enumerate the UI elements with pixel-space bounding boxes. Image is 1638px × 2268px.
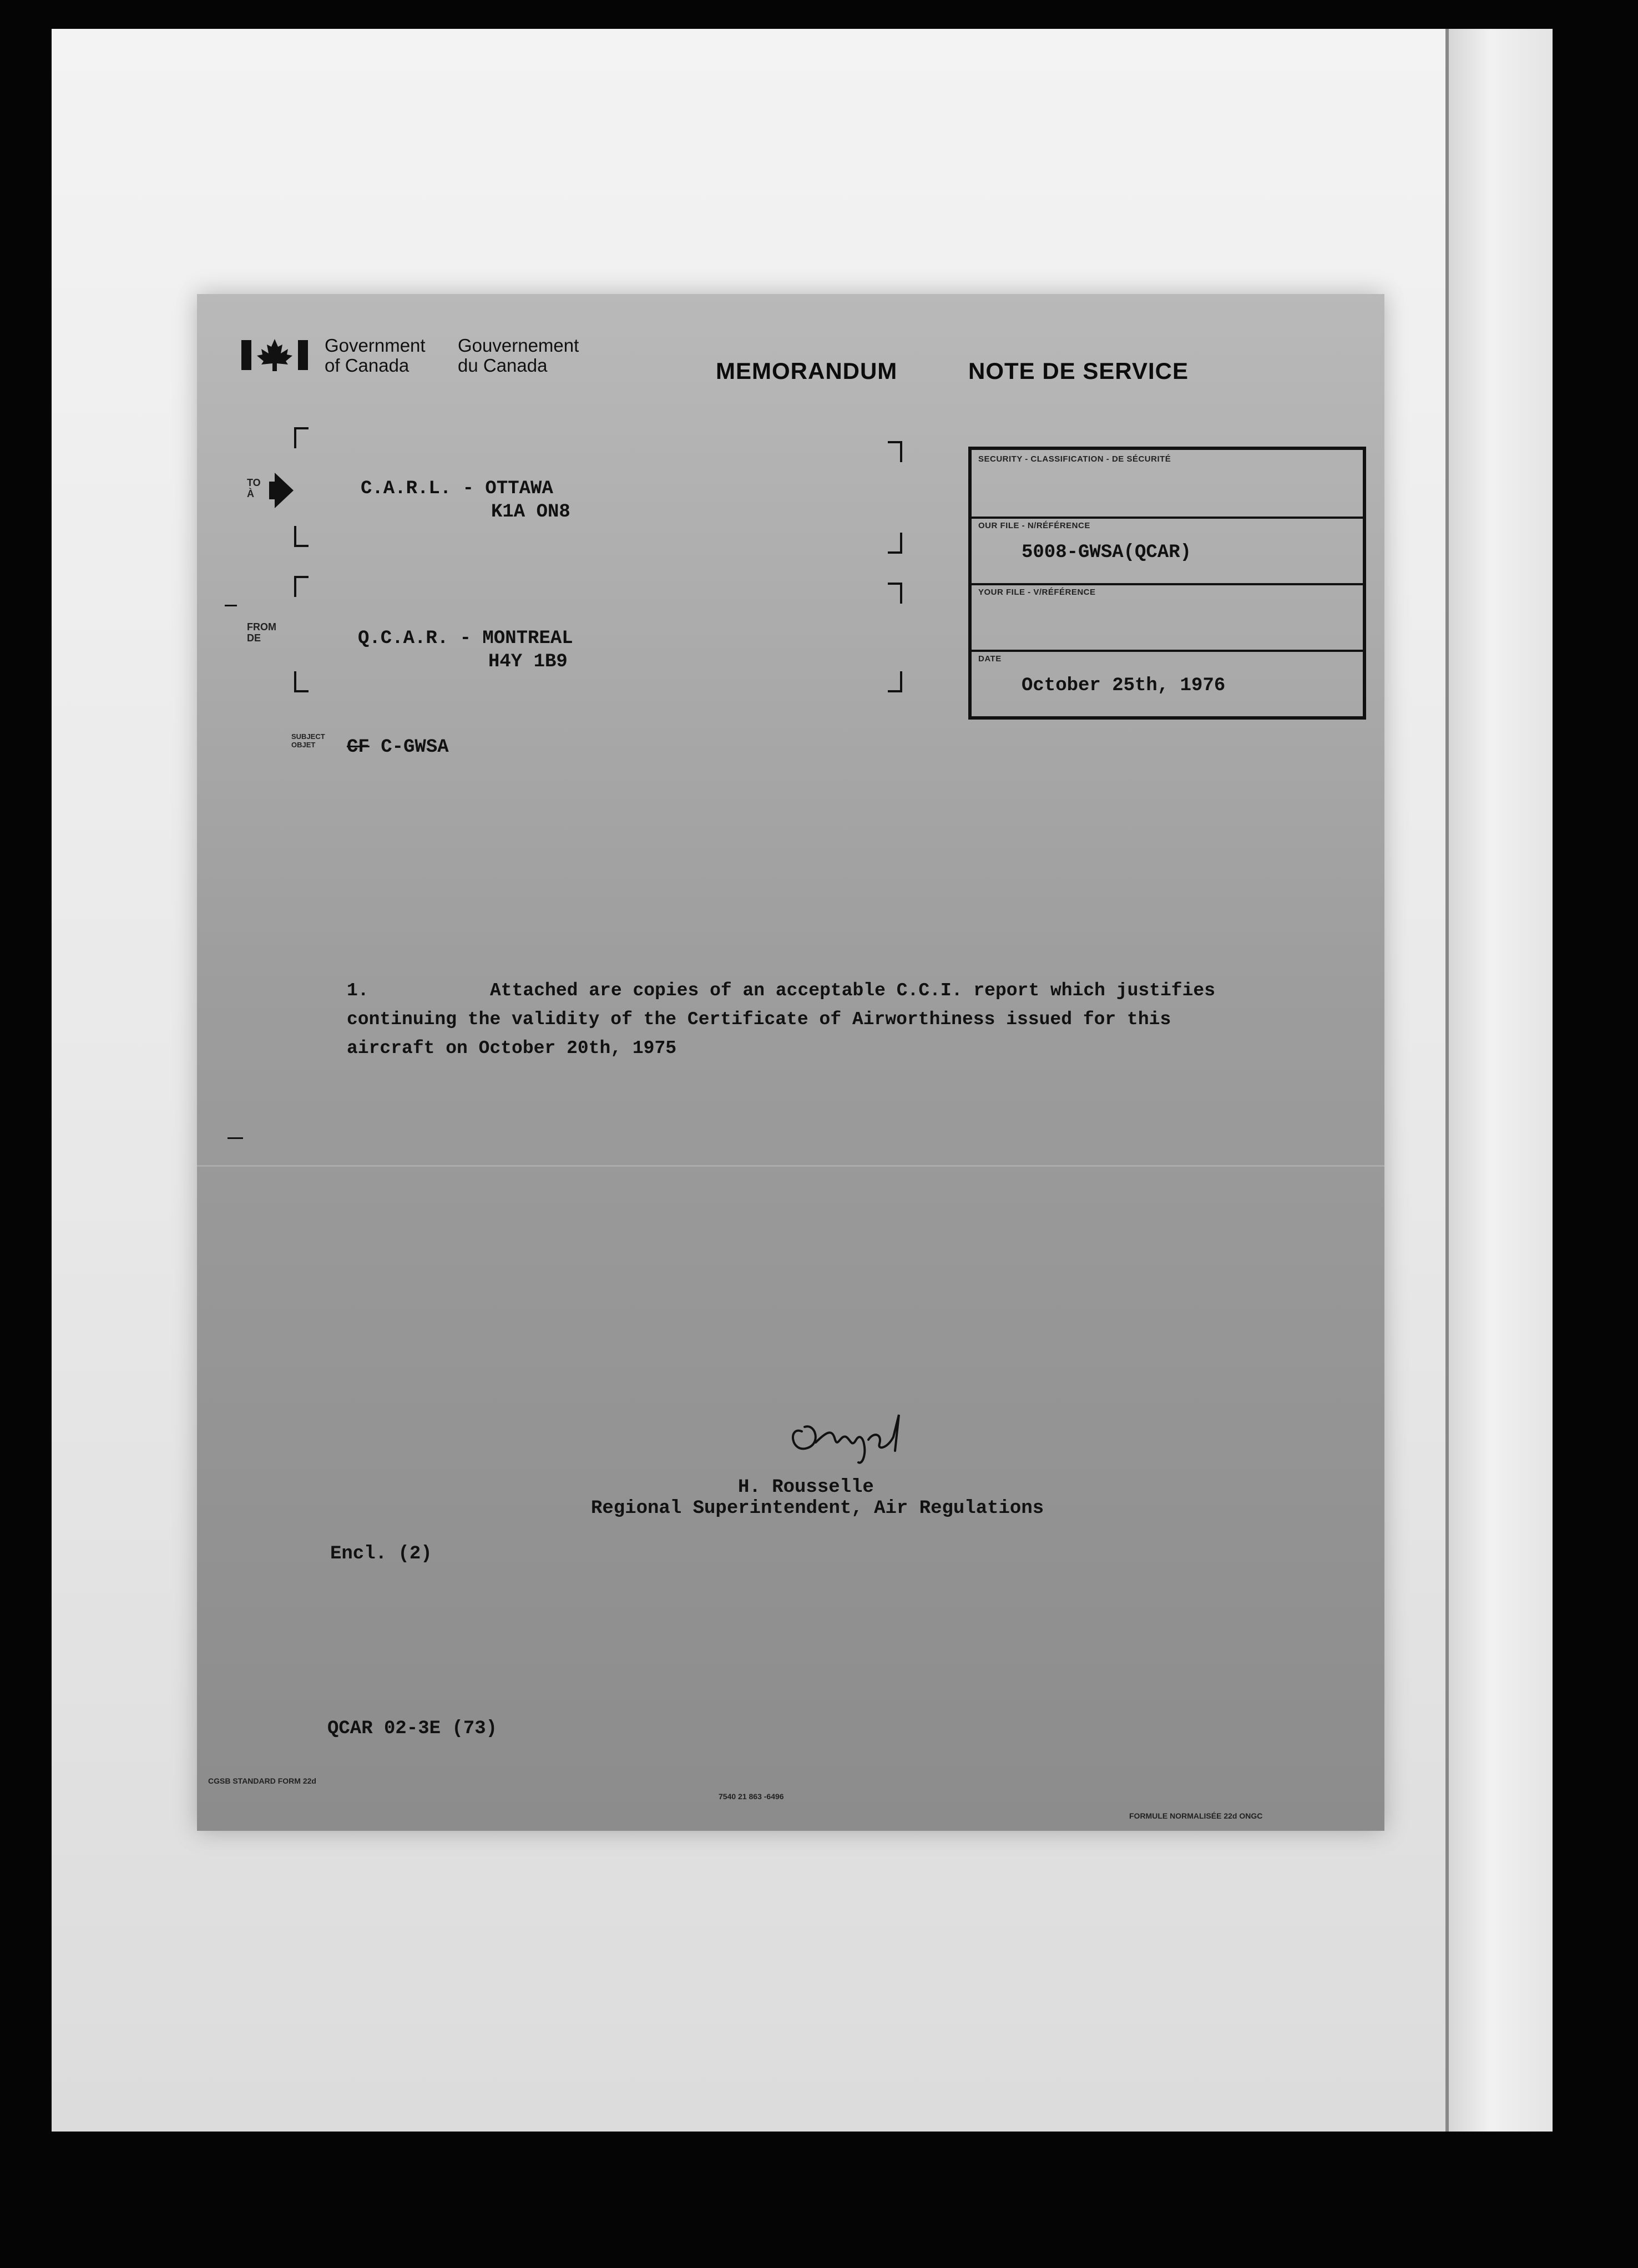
footer-formule-normalisee: FORMULE NORMALISÉE 22d ONGC [1129,1811,1263,1820]
address-bracket-tr [888,441,902,462]
signatory-name: H. Rousselle [738,1477,874,1498]
date-row: DATE October 25th, 1976 [978,654,1226,696]
subject-label: SUBJECT OBJET [291,732,325,749]
enclosure-note: Encl. (2) [330,1543,432,1565]
body-line-2: continuing the validity of the Certificate of Airworthiness issued for this [347,1009,1171,1030]
to-bracket-bottom [294,526,309,547]
from-label: FROM DE [247,621,276,644]
paper-fold-line [197,1165,1384,1167]
to-bracket-top [294,427,309,448]
memo-body [347,976,1290,1063]
from-address: Q.C.A.R. - MONTREAL H4Y 1B9 [358,628,573,672]
from-bracket-bottom [294,671,309,692]
signatory-title: Regional Superintendent, Air Regulations [591,1498,1044,1519]
footer-standard-form: CGSB STANDARD FORM 22d [208,1776,316,1785]
address-bracket-br [888,533,902,554]
handwritten-signature [785,1409,946,1470]
margin-mark [225,605,237,606]
body-line-3: aircraft on October 20th, 1975 [347,1038,677,1059]
margin-mark-2 [228,1137,243,1139]
note-de-service-title: NOTE DE SERVICE [968,358,1189,384]
paragraph-number: 1. [347,980,369,1001]
body-line-1: Attached are copies of an acceptable C.C.I. report which justifies [490,980,1216,1001]
government-of-canada-en: Government of Canada [325,335,426,376]
canada-flag-icon [241,336,308,374]
your-file-row: YOUR FILE - V/RÉFÉRENCE [972,583,1363,652]
form-code: QCAR 02-3E (73) [327,1718,498,1739]
memorandum-sheet [197,294,1384,1831]
government-of-canada-fr: Gouvernement du Canada [458,335,579,376]
mount-edge-strip [1445,29,1553,2132]
to-address: C.A.R.L. - OTTAWA K1A ON8 [361,478,570,523]
security-classification-row: SECURITY - CLASSIFICATION - DE SÉCURITÉ [972,450,1363,519]
address-bracket-br-2 [888,671,902,692]
from-bracket-top [294,576,309,597]
to-label: TO À [247,477,261,499]
subject-value: CF C-GWSA [347,737,449,758]
reference-box [968,447,1366,720]
address-bracket-tr-2 [888,583,902,604]
memorandum-title: MEMORANDUM [716,358,898,384]
footer-stock-number: 7540 21 863 -6496 [719,1792,784,1801]
to-arrow-icon [275,473,294,508]
our-file-row: OUR FILE - N/RÉFÉRENCE 5008-GWSA(QCAR) [972,517,1363,585]
